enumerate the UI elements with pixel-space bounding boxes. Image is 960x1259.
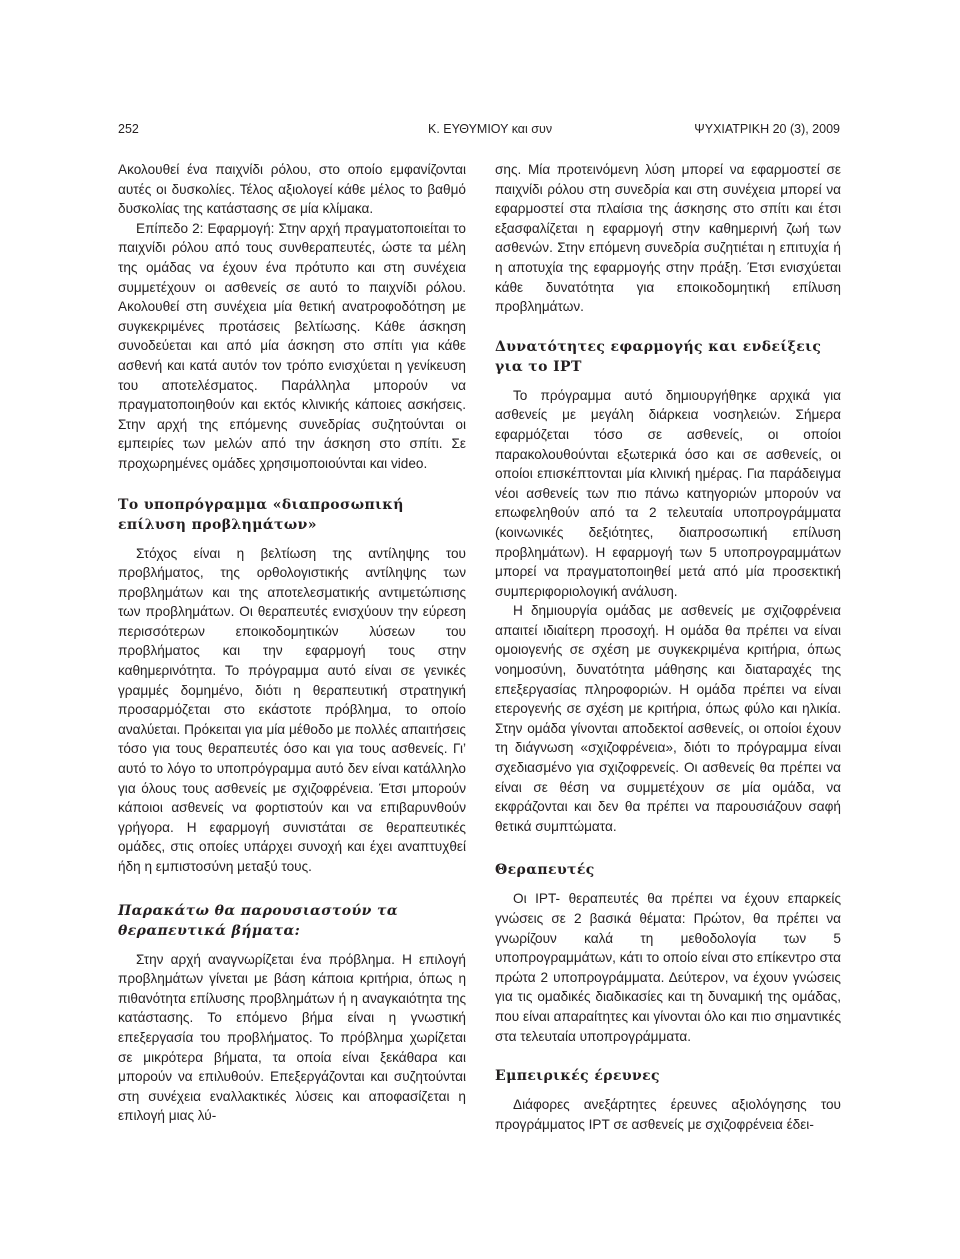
section-heading: Εμπειρικές έρευνες [495,1068,660,1085]
paragraph: Οι IPT- θεραπευτές θα πρέπει να έχουν επαρκείς γνώσεις σε 2 βασικά θέματα: Πρώτον, θα πρέπει να γνωρίζουν καλά τη μεθοδολογία των 5 υποπρογραμμάτων, κάτι το οποίο είναι στο επίκεντρο στα πρώτα 2 υποπρογράμματα. Δεύτερον, να έχουν γνώσεις για τις ομαδικές διαδικασίες και τη δυναμική της ομάδας, που είναι απαραίτητες και γίνονται όλο και πιο σημαντικές στα τελευταία υποπρογράμματα. [495,891,841,1044]
paragraph: Στην αρχή αναγνωρίζεται ένα πρόβλημα. Η επιλογή προβλημάτων γίνεται με βάση κάποια κριτήρια, όπως η πιθανότητα επίλυσης προβλημάτων ή η αναγκαιότητα της κατάστασης. Το επόμενο βήμα είναι η γνωστική επεξεργασία του προβλήματος. Το πρόβλημα χωρίζεται σε μικρότερα βήματα, τα οποία είναι ξεκάθαρα και μπορούν να επιλυθούν. Επεξεργάζονται και συζητούνται στη συνέχεια εναλλακτικές λύσεις και αποφασίζεται η επιλογή μιας λύ- [118,951,466,1124]
section-heading: Το υποπρόγραμμα «διαπροσωπική επίλυση προβλημάτων» [118,496,404,533]
left-column [118,160,466,1126]
subsection-heading: Παρακάτω θα παρουσιαστούν τα θεραπευτικά βήματα: [118,902,398,939]
running-header [118,122,840,140]
right-column [495,160,841,1134]
running-header-journal: ΨΥΧΙΑΤΡΙΚΗ 20 (3), 2009 [694,122,840,136]
section-heading: Θεραπευτές [495,862,595,879]
section-heading: Δυνατότητες εφαρμογής και ενδείξεις για το IPT [495,338,822,375]
paragraph: Διάφορες ανεξάρτητες έρευνες αξιολόγησης του προγράμματος IPT σε ασθενείς με σχιζοφρένεια έδει- [495,1097,841,1132]
paragraph: σης. Μία προτεινόμενη λύση μπορεί να εφαρμοστεί σε παιχνίδι ρόλου στη συνεδρία και στη συνέχεια μπορεί να εφαρμοστεί στα πλαίσια της άσκησης στο σπίτι και έτσι εξασφαλίζεται η εφαρμογή στην καθημερινή ζωή των ασθενών. Στην επόμενη συνεδρία συζητιέται η επιτυχία ή η αποτυχία της εφαρμογής στην πράξη. Έτσι ενισχύεται κάθε δυνατότητα για εποικοδομητική επίλυση προβλημάτων. [495,162,841,315]
page-number: 252 [118,122,139,136]
paragraph: Το πρόγραμμα αυτό δημιουργήθηκε αρχικά για ασθενείς με μεγάλη διάρκεια νοσηλειών. Σήμερα εφαρμόζεται τόσο σε ασθενείς, οι οποίοι παρακολουθούνται εξωτερικά όσο και σε ασθενείς, οι οποίοι επισκέπτονται μία κλινική ημέρας. Για παράδειγμα νέοι ασθενείς των πιο πάνω κατηγοριών μπορούν να επωφεληθούν από τα 2 τελευταία υποπρογράμματα (κοινωνικές δεξιότητες, διαπροσωπική επίλυση προβλημάτων). Η εφαρμογή των 5 υποπρογραμμάτων μπορεί να πραγματοποιηθεί μετά από μία προσεκτική συμπεριφοριολογική ανάλυση. [495,387,841,599]
paragraph: Ακολουθεί ένα παιχνίδι ρόλου, στο οποίο εμφανίζονται αυτές οι δυσκολίες. Τέλος αξιολογεί κάθε μέλος το βαθμό δυσκολίας της κατάστασης σε μία κλίμακα. [118,162,466,217]
running-header-authors: Κ. ΕΥΘΥΜΙΟΥ και συν [428,122,553,136]
paragraph: Επίπεδο 2: Εφαρμογή: Στην αρχή πραγματοποιείται το παιχνίδι ρόλου από τους συνθεραπευτές, ώστε τα μέλη της ομάδας να έχουν ένα πρότυπο και στη συνέχεια συμμετέχουν οι ασθενείς σε αυτό το παιχνίδι ρόλου. Ακολουθεί στη συνέχεια μία θετική ανατροφοδότηση με συγκεκριμένες προτάσεις βελτίωσης. Κάθε άσκηση συνοδεύεται και από μία άσκηση στο σπίτι για κάθε ασθενή και κατά αυτόν τον τρόπο ενισχύεται η γενίκευση του αποτελέσματος. Παράλληλα μπορούν να πραγματοποιηθούν και εκτός κλινικής κάποιες ασκήσεις. Στην αρχή της επόμενης συνεδρίας συζητούνται οι εμπειρίες των μελών από την άσκηση στο σπίτι. Σε προχωρημένες ομάδες χρησιμοποιούνται και video. [118,220,466,471]
paragraph: Στόχος είναι η βελτίωση της αντίληψης του προβλήματος, της ορθολογιστικής αντίληψης των προβλημάτων και της αποτελεσματικής αντιμετώπισης των προβλημάτων. Οι θεραπευτές ενισχύουν την εύρεση περισσότερων εποικοδομητικών λύσεων του προβλήματος και την εφαρμογή τους στην καθημερινότητα. Το πρόγραμμα αυτό είναι σε γενικές γραμμές δομημένο, διότι η θεραπευτική στρατηγική προσαρμόζεται στο εκάστοτε πρόβλημα, το οποίο αναλύεται. Πρόκειται για μία μέθοδο με πολλές απαιτήσεις τόσο για τους θεραπευτές όσο και για τους ασθενείς. Γι’ αυτό το λόγο το υποπρόγραμμα αυτό δεν είναι κατάλληλο για όλους τους ασθενείς με σχιζοφρένεια. Έτσι μπορούν κάποιοι ασθενείς να φορτιστούν και να επιβαρυνθούν γρήγορα. Η εφαρμογή συνιστάται σε θεραπευτικές ομάδες, στις οποίες υπάρχει συνοχή και έχει αναπτυχθεί ήδη η εμπιστοσύνη μεταξύ τους. [118,545,466,874]
paragraph: Η δημιουργία ομάδας με ασθενείς με σχιζοφρένεια απαιτεί ιδιαίτερη προσοχή. Η ομάδα θα πρέπει να είναι ομοιογενής σε σχέση με συγκεκριμένα κριτήρια, όπως νοημοσύνη, δυνατότητα μάθησης και διαταραχές της επεξεργασίας πληροφοριών. Η ομάδα πρέπει να είναι ετερογενής σε σχέση με κριτήρια, όπως φύλο και ηλικία. Στην ομάδα γίνονται αποδεκτοί ασθενείς, οι οποίοι έχουν τη διάγνωση «σχιζοφρένεια», διότι το πρόγραμμα είναι σχεδιασμένο για σχιζοφρενείς. Οι ασθενείς θα πρέπει να είναι σε θέση να συμμετέχουν σε μία ομάδα, να εκφράζονται και δεν θα πρέπει να παρουσιάζουν σαφή θετικά συμπτώματα. [495,603,841,834]
